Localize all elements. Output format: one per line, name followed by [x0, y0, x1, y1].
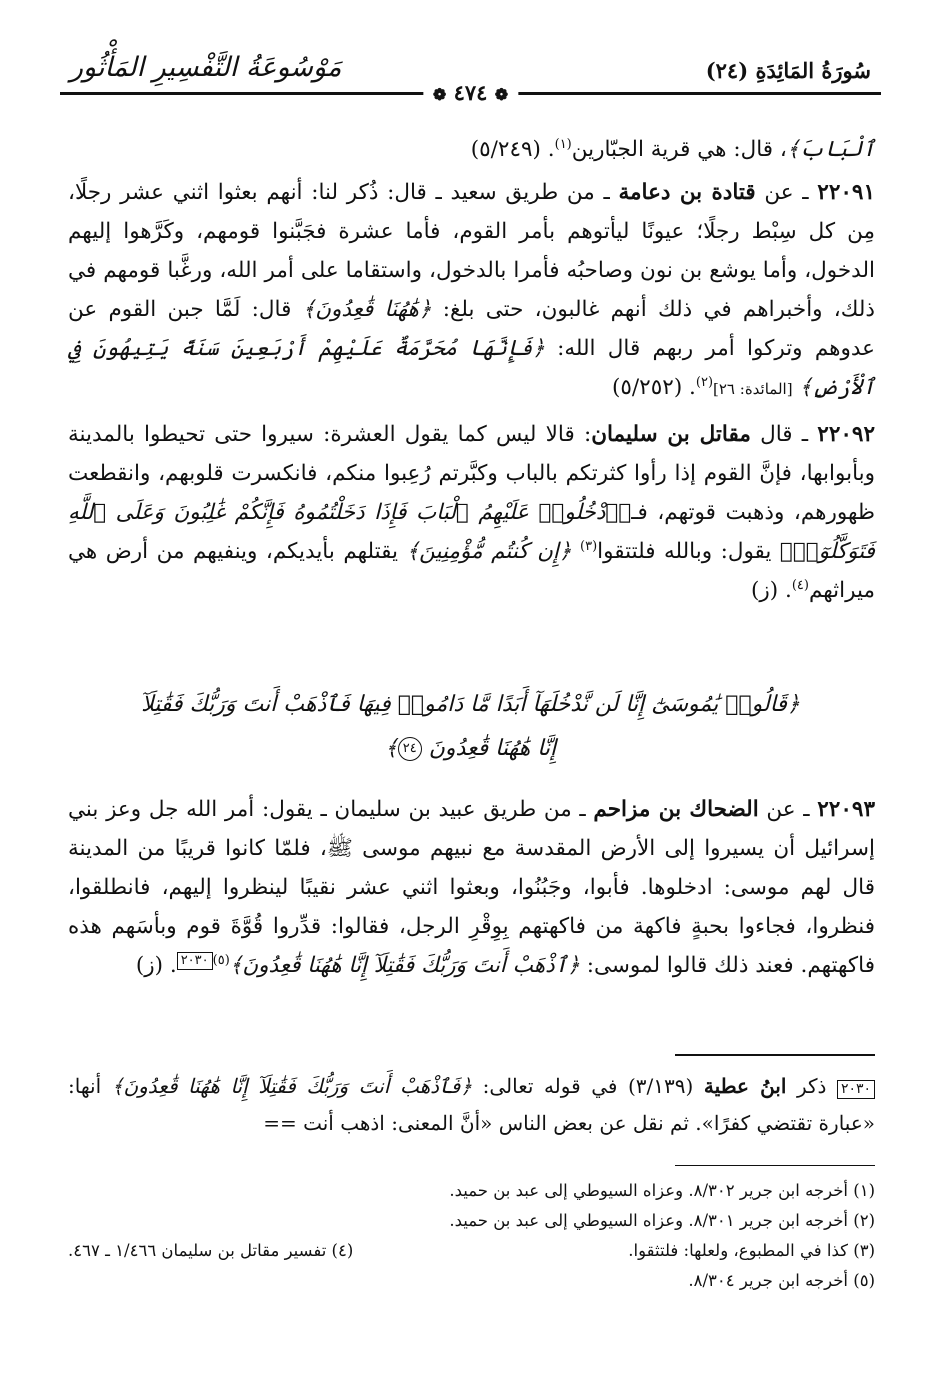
footnote-ref: (٤): [791, 577, 809, 593]
text: ـ من طريق سعيد ـ قال: ذُكر لنا: أنهم بعثوا اثني عشر رجلًا، مِن كل سِبْط رجلًا؛ عيونًا ليأتوهم بأمر القوم، فأما عشرة فجَبَّنوا قومهم، وكَرَّهوا إليهم الدخول، وأما يوشع بن نون وصاحبُه فأمرا بالدخول، واستقاما على أمر الله، ورغَّبا قومهم في ذلك، وأخبراهم في ذلك أنهم غالبون، حتى بلغ:: [68, 180, 875, 322]
quran-quote: ﴿ٱذْهَبْ أَنتَ وَرَبُّكَ فَقَٰتِلَآ إِنَّا هَٰهُنَا قَٰعِدُونَ﴾: [229, 953, 580, 978]
book-title: مَوْسُوعَةُ التَّفْسِيرِ المَأْثُور: [70, 52, 342, 83]
text: ـ قال: [760, 422, 809, 447]
ayah-block: [90, 683, 851, 771]
text: ـ من طريق عبيد بن سليمان ـ يقول: أمر الله جل وعز بني إسرائيل أن يسيروا إلى الأرض المقدسة مع نبيهم موسى ﷺ، فلمّا كانوا قريبًا من المدينة قال لهم موسى: ادخلوها. فأبوا، وجَبُنُوا، وبعثوا اثني عشر نقيبًا لينظروا إليهم، فانطلقوا، فنظروا، فجاءوا بحبةٍ فاكهة من فاكهتهم بِوِقْرِ الرجل، فقالوا: قدِّروا قُوَّةَ قوم وبأسَهم هذه فاكهتهم. فعند ذلك قالوا لموسى:: [68, 797, 875, 978]
page-header: [60, 48, 881, 105]
text: : قالا ليس كما يقول العشرة: سيروا حتى تحيطوا بالمدينة وبأبوابها، فإنَّ القوم إذا رأوا كثرتكم بالباب وكبَّرتم رُعِبوا منكم، فانكسرت قلوبهم، وانقطعت ظهورهم، وذهبت قوتهم، فـ: [68, 422, 875, 525]
quran-quote: ٱلْبَابَ﴾: [786, 137, 875, 162]
scholar-name: ابنُ عطية: [703, 1074, 787, 1098]
text: يقول: وبالله فلتتقوا: [597, 539, 772, 564]
source-ref: . (ز): [750, 578, 792, 603]
footnote-ref: (١): [554, 136, 572, 152]
ayah-text: إِنَّا هَٰهُنَا قَٰعِدُونَ: [428, 736, 557, 761]
quran-quote: ﴿هَٰهُنَا قَٰعِدُونَ﴾: [302, 297, 432, 322]
narrator-name: قتادة بن دعامة: [618, 180, 756, 205]
ayah-close: ﴾: [384, 736, 398, 761]
ayah-number-icon: ٢٤: [398, 737, 422, 761]
entry-22093: [68, 790, 875, 985]
text: (٣/١٣٩) في قوله تعالى:: [482, 1074, 694, 1098]
footnote-ref: (٥): [212, 952, 230, 968]
verse-ref: [المائدة: ٢٦]: [713, 380, 793, 398]
ayah-line-2: [90, 727, 851, 771]
narrator-name: الضحاك بن مزاحم: [593, 797, 759, 822]
footnotes: [68, 1176, 875, 1296]
footnote-row: [68, 1236, 875, 1266]
text: ـ عن: [766, 797, 810, 822]
ornament-icon: ❁: [432, 85, 447, 104]
footnote-3: (٣) كذا في المطبوع، ولعلها: فلتثقوا.: [628, 1241, 875, 1260]
quran-quote: ﴿ٱدْخُلُوا۟ عَلَيْهِمُ ٱلْبَابَ فَإِذَا دَخَلْتُمُوهُ فَإِنَّكُمْ غَٰلِبُونَ وَعَلَى ٱللَّهِ فَتَوَكَّلُوٓا۟﴾: [68, 500, 875, 564]
source-ref: . (٥/٢٥٢): [611, 375, 696, 400]
source-ref: . (ز): [135, 953, 177, 978]
footnote-divider: [675, 1165, 875, 1166]
entry-number: ٢٢٠٩٢: [817, 422, 876, 447]
narrator-name: مقاتل بن سليمان: [591, 422, 751, 447]
commentary-ref-box: ٢٠٣٠: [177, 952, 213, 970]
footnote-2: (٢) أخرجه ابن جرير ٨/٣٠١. وعزاه السيوطي إلى عبد بن حميد.: [449, 1211, 875, 1230]
quran-quote: ﴿فَٱذْهَبْ أَنتَ وَرَبُّكَ فَقَٰتِلَآ إِنَّا هَٰهُنَا قَٰعِدُونَ﴾: [111, 1074, 473, 1098]
text: أنها: «عبارة تقتضي كفرًا». ثم نقل عن بعض الناس «أنَّ المعنى: اذهب أنت ==: [68, 1074, 875, 1135]
entry-number: ٢٢٠٩٣: [817, 797, 875, 822]
page-number: ٤٧٤: [453, 80, 488, 105]
commentary-divider: [675, 1054, 875, 1056]
commentary-text: [68, 1068, 875, 1142]
text: ، قال: هي قرية الجبّارين: [571, 137, 787, 162]
footnote-5: (٥) أخرجه ابن جرير ٨/٣٠٤.: [688, 1271, 875, 1290]
commentary-number-box: ٢٠٣٠: [837, 1080, 875, 1099]
footnote-4: (٤) تفسير مقاتل بن سليمان ١/٤٦٦ ـ ٤٦٧.: [68, 1241, 354, 1260]
text: ـ عن: [764, 180, 809, 205]
text: ذكر: [796, 1074, 827, 1098]
continued-line: [68, 130, 875, 169]
quran-quote: ﴿فَإِنَّهَا مُحَرَّمَةٌ عَلَيْهِمْ أَرْبَعِينَ سَنَةً يَتِيهُونَ فِي ٱلْأَرْضِ﴾: [68, 336, 875, 400]
ayah-line-1: ﴿قَالُوا۟ يَٰمُوسَىٰٓ إِنَّا لَن نَّدْخُلَهَآ أَبَدًا مَّا دَامُوا۟ فِيهَا فَٱذْهَبْ أَنتَ وَرَبُّكَ فَقَٰتِلَآ: [141, 692, 800, 717]
main-text-2: [68, 790, 875, 985]
source-ref: . (٥/٢٤٩): [470, 137, 555, 162]
quran-quote: ﴿إِن كُنتُم مُّؤْمِنِينَ﴾: [406, 539, 572, 564]
footnote-ref: (٢): [695, 374, 714, 390]
ornament-icon: ❁: [494, 85, 509, 104]
page-number-block: [423, 80, 518, 105]
text: يقتلهم بأيديكم، وينفيهم من أرض هي ميراثهم: [68, 539, 875, 603]
text: قال: لَمَّا جبن القوم عن عدوهم وتركوا أمر ربهم قال الله:: [68, 297, 875, 361]
footnote-ref: (٣): [580, 538, 598, 554]
main-text: [68, 130, 875, 616]
entry-number: ٢٢٠٩١: [817, 180, 876, 205]
entry-22091: [68, 173, 875, 409]
surah-heading: سُورَةُ المَائِدَةِ (٢٤): [705, 58, 871, 83]
footnote-1: (١) أخرجه ابن جرير ٨/٣٠٢. وعزاه السيوطي إلى عبد بن حميد.: [449, 1181, 875, 1200]
entry-22092: [68, 415, 875, 610]
commentary-note: [68, 1068, 875, 1142]
